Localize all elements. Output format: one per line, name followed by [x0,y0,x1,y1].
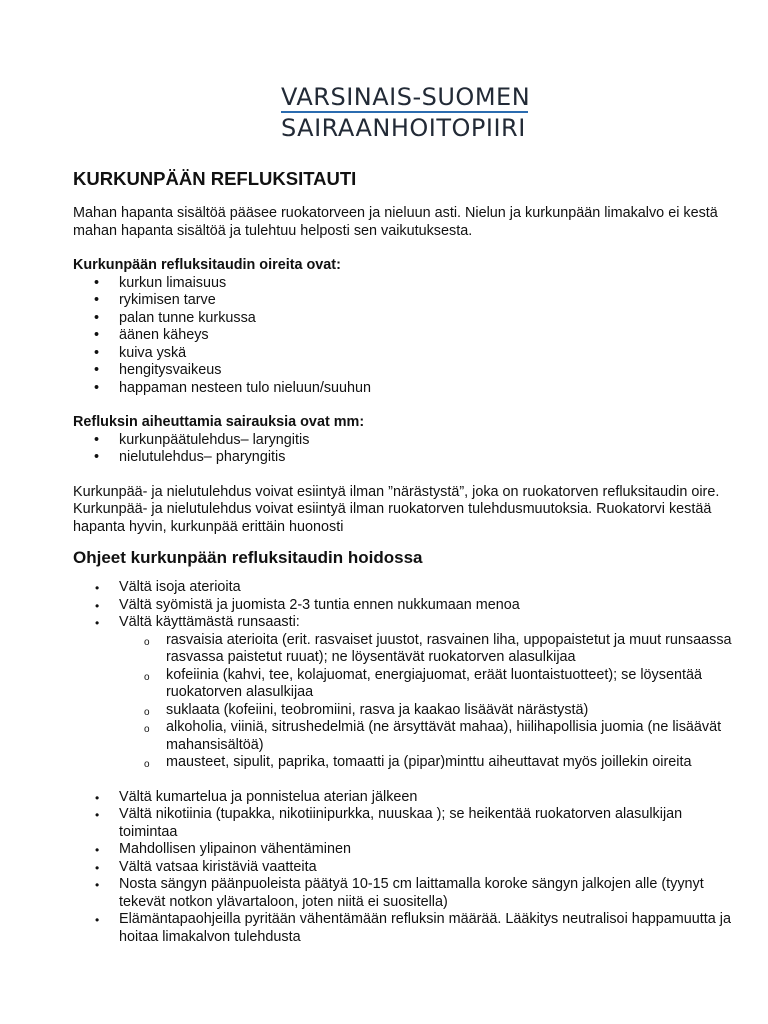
diseases-heading: Refluksin aiheuttamia sairauksia ovat mm: [73,414,365,430]
sublist-item: o mausteet, sipulit, paprika, tomaatti ja (pipar)minttu aiheuttavat myös joillekin oireita [144,754,738,772]
list-item: • hengitysvaikeus [73,362,738,380]
list-item: • Mahdollisen ylipainon vähentäminen [73,841,738,859]
sublist-item: o suklaata (kofeiini, teobromiini, rasva ja kaakao lisäävät närästystä) [144,702,738,720]
list-item: • Vältä nikotiinia (tupakka, nikotiinipurkka, nuuskaa ); se heikentää ruokatorven alasulkijan toimintaa [73,806,738,841]
sublist-item: o kofeiinia (kahvi, tee, kolajuomat, energiajuomat, eräät luontaistuotteet); se löysentää ruokatorven alasulkijaa [144,667,738,702]
list-item: • Vältä syömistä ja juomista 2-3 tuntia ennen nukkumaan menoa [73,597,738,615]
logo-line-1: VARSINAIS-SUOMEN [281,83,531,111]
list-item: • Vältä isoja aterioita [73,579,738,597]
intro-paragraph: Mahan hapanta sisältöä pääsee ruokatorveen ja nieluun asti. Nielun ja kurkunpään limakalvo ei kestä mahan hapanta sisältöä ja tulehtuu helposti sen vaikutuksesta. [73,205,718,239]
instructions-list-a [73,579,738,632]
logo-line-2: SAIRAANHOITOPIIRI [281,114,526,142]
list-item: • Vältä vatsaa kiristäviä vaatteita [73,859,738,877]
document-body [73,168,738,946]
diseases-list [73,432,738,467]
list-item: • Vältä kumartelua ja ponnistelua aterian jälkeen [73,789,738,807]
instructions-heading: Ohjeet kurkunpään refluksitaudin hoidossa [73,548,423,567]
list-item: • Nosta sängyn päänpuoleista päätyä 10-15 cm laittamalla koroke sängyn jalkojen alle (tyynyt tekevät notkon ylävartaloon, joten niitä ei suositella) [73,876,738,911]
list-item: • kuiva yskä [73,345,738,363]
logo-divider [281,111,528,113]
symptoms-heading: Kurkunpään refluksitaudin oireita ovat: [73,257,341,273]
list-item: • Elämäntapaohjeilla pyritään vähentämään refluksin määrää. Lääkitys neutralisoi happamuutta ja hoitaa limakalvon tulehdusta [73,911,738,946]
list-item: • palan tunne kurkussa [73,310,738,328]
organization-logo [281,84,531,141]
list-item-label: Vältä käyttämästä runsaasti: [119,614,300,630]
instructions-list-b [73,789,738,947]
list-item: • rykimisen tarve [73,292,738,310]
list-item: • nielutulehdus– pharyngitis [73,449,738,467]
list-item: • kurkun limaisuus [73,275,738,293]
symptoms-list [73,275,738,398]
list-item [73,614,738,632]
sublist-item: o rasvaisia aterioita (erit. rasvaiset juustot, rasvainen liha, uppopaistetut ja muut runsaassa rasvassa paistetut ruuat); ne löysentävät ruokatorven alasulkijaa [144,632,738,667]
avoid-sublist [144,632,738,772]
page-title: KURKUNPÄÄN REFLUKSITAUTI [73,168,357,189]
list-item: • happaman nesteen tulo nieluun/suuhun [73,380,738,398]
list-item: • äänen käheys [73,327,738,345]
explanation-paragraph: Kurkunpää- ja nielutulehdus voivat esiintyä ilman ”närästystä”, joka on ruokatorven refluksitaudin oire. Kurkunpää- ja nielutulehdus voivat esiintyä ilman ruokatorven tulehdusmuutoksia. Ruokatorvi kestää hapanta hyvin, kurkunpää erittäin huonosti [73,483,720,535]
list-item: • kurkunpäätulehdus– laryngitis [73,432,738,450]
sublist-item: o alkoholia, viiniä, sitrushedelmiä (ne ärsyttävät mahaa), hiilihapollisia juomia (ne lisäävät mahansisältöä) [144,719,738,754]
